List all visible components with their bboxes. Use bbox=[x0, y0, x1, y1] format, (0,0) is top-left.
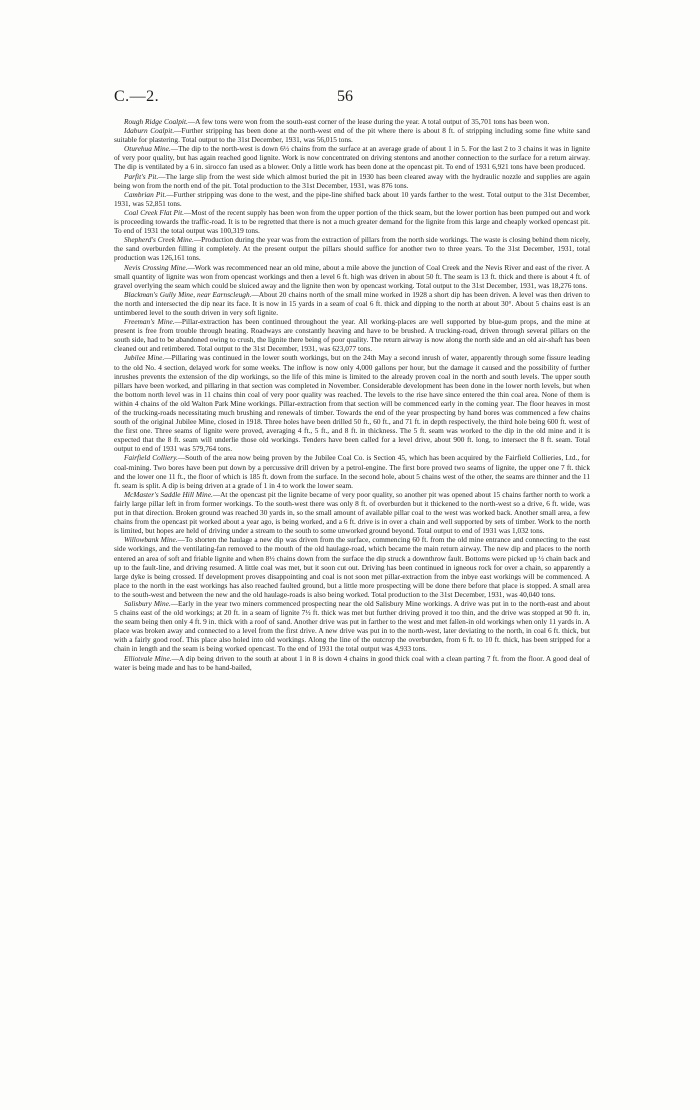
paragraph-text: —A few tons were won from the south-east corner of the lease during the year. A total output of 35,701 tons has been won. bbox=[187, 117, 550, 126]
page-number: 56 bbox=[337, 88, 353, 105]
paragraph-jubilee bbox=[114, 353, 590, 453]
mine-title: Jubilee Mine. bbox=[124, 353, 165, 363]
paragraph-cambrian bbox=[114, 190, 590, 208]
mine-title: Rough Ridge Coalpit. bbox=[124, 117, 188, 126]
paragraph-elliotvale bbox=[114, 654, 590, 672]
paragraph-shepherds-creek bbox=[114, 235, 590, 262]
paragraph-text: —The dip to the north-west is down 6½ chains from the surface at an average grade of about 1 in 5. For the last 2 to 3 chains it was in lignite of very poor quality, but has again reached good lignite. Work is now concentrated on driving stentons and another connection to the surface for a return airway. The dip is ventilated by a 6 in. sirocco fan used as a blower. Only a little work has been done at the opencast pit. To end of 1931 6,921 tons have been produced. bbox=[114, 144, 590, 172]
report-body bbox=[114, 117, 590, 672]
mine-title: Idaburn Coalpit. bbox=[124, 126, 175, 136]
paragraph-text: —Early in the year two miners commenced prospecting near the old Salisbury Mine workings. A drive was put in to the north-east and about 5 chains east of the old workings; at 20 ft. in a seam of lignite 7½ ft. thick was met but further driving proved it too thin, and the drive was stopped at 90 ft. in, the seam being then only 4 ft. 9 in. thick with a roof of sand. Another drive was put in farther to the west and met fallen-in old workings when only 11 yards in. A place was broken away and connected to a level from the first drive. A new drive was put in to the north-west, later deviating to the north, in coal 6 ft. thick, but with a fairly good roof. This place also holed into old workings. Along the line of the outcrop the overburden, from 6 ft. to 10 ft. thick, has been stripped for a chain in length and the seam is being worked opencast. To the end of 1931 the total output was 4,933 tons. bbox=[114, 598, 590, 654]
paragraph-blackmans-gully bbox=[114, 290, 590, 317]
mine-title: Coal Creek Flat Pit. bbox=[124, 207, 184, 217]
paragraph-text: —A dip being driven to the south at about 1 in 8 is down 4 chains in good thick coal with a clean parting 7 ft. from the floor. A good deal of water is being made and has to be hand-bailed, bbox=[114, 653, 590, 672]
paragraph-oturehua bbox=[114, 144, 590, 171]
paragraph-text: —Further stripping has been done at the north-west end of the pit where there is about 8 ft. of stripping including some fine white sand suitable for plastering. Total output to the 31st December, 1931, was 56,015 tons. bbox=[114, 126, 590, 145]
paragraph-parfits bbox=[114, 172, 590, 190]
paragraph-text: —About 20 chains north of the small mine worked in 1928 a short dip has been driven. A level was then driven to the north and intersected the dip near its face. It is now in 15 yards in a seam of coal 6 ft. thick and dipping to the north at about 30°. About 5 chains east is an untimbered level to the south driven in very soft lignite. bbox=[114, 289, 590, 317]
paragraph-mcmasters bbox=[114, 490, 590, 535]
paragraph-text: —Pillaring was continued in the lower south workings, but on the 24th May a second inrush of water, apparently through some fissure leading to the old No. 4 section, delayed work for some weeks. The inflow is now only 4,000 gallons per hour, but the damage it caused and the possibility of further inrushes prevents the extension of the dip workings, so the life of this mine is limited to the already proven coal in the north and south levels. The upper south pillars have been worked, and pillaring in that section was completed in November. Considerable development has been done in the lower north levels, but when the bottom north level was in 11 chains thin coal of very poor quality was reached. The levels to the rise have since entered the thin coal area. None of them is within 4 chains of the old Walton Park Mine workings. Pillar-extraction from that section will be commenced early in the coming year. The floor heaves in most of the trucking-roads necessitating much brushing and renewals of timber. Towards the end of the year prospecting by hand bores was commenced a few chains south of the original Jubilee Mine, closed in 1918. Three holes have been drilled 50 ft., 60 ft., and 71 ft. in depth respectively, the third hole being 600 ft. west of the first one. Three seams of lignite were proved, averaging 4 ft., 5 ft., and 8 ft. in thickness. The 5 ft. seam was worked to the dip in the old mine and it is expected that the 8 ft. seam will underlie those old workings. Tenders have been called for a level drive, about 900 ft. long, to intersect the 8 ft. seam. Total output to end of 1931 was 579,764 tons. bbox=[114, 353, 591, 454]
paragraph-text: —Further stripping was done to the west, and the pipe-line shifted back about 10 yards farther to the west. Total output to the 31st December, 1931, was 52,851 tons. bbox=[114, 189, 590, 208]
document-reference: C.—2. bbox=[114, 88, 160, 105]
paragraph-text: —Most of the recent supply has been won from the upper portion of the thick seam, but the lower portion has been pumped out and work is proceeding towards the traffic-road. It is to be regretted that there is not a much greater demand for the lignite from this large and cheaply worked opencast pit. To end of 1931 the total output was 100,319 tons. bbox=[114, 207, 591, 236]
mine-title: McMaster's Saddle Hill Mine. bbox=[124, 489, 213, 499]
mine-title: Willowbank Mine. bbox=[124, 535, 178, 545]
mine-title: Elliotvale Mine. bbox=[124, 653, 172, 663]
paragraph-text: —At the opencast pit the lignite became of very poor quality, so another pit was opened about 15 chains farther north to work a fairly large pillar left in from former workings. To the south-west there was only 8 ft. of overburden but it thickened to the north-west so a drive, 6 ft. wide, was put in that direction. Broken ground was reached 30 yards in, so the small amount of available pillar coal to the west was worked back. Another small area, a few chains from the opencast pit worked about a year ago, is being worked, and a 6 ft. drive is in over a chain and well supported by sets of timber. Work to the north is limited, but hopes are held of driving under a stream to the south to some unworked ground beyond. Total output to end of 1931 was 1,032 tons. bbox=[114, 489, 590, 536]
mine-title: Blackman's Gully Mine, near Earnscleugh. bbox=[124, 289, 252, 299]
mine-title: Shepherd's Creek Mine. bbox=[124, 235, 194, 245]
mine-title: Salisbury Mine. bbox=[124, 598, 171, 608]
paragraph-text: —Pillar-extraction has been continued throughout the year. All working-places are well supported by blue-gum props, and the mine at present is free from trouble through heating. Roadways are constantly heaving and have to be brushed. A trucking-road, driven through several pillars on the south side, had to be abandoned owing to crush, the lignite there being of poor quality. The return airway is now along the north side and an old air-shaft has been cleaned out and retimbered. Total output to the 31st December, 1931, was 623,077 tons. bbox=[114, 317, 590, 354]
page-header bbox=[114, 88, 582, 108]
paragraph-willowbank bbox=[114, 535, 590, 599]
mine-title: Fairfield Colliery. bbox=[124, 453, 178, 463]
paragraph-coal-creek-flat bbox=[114, 208, 590, 235]
paragraph-rough-ridge bbox=[114, 117, 590, 126]
mine-title: Cambrian Pit. bbox=[124, 189, 167, 199]
paragraph-nevis-crossing bbox=[114, 263, 590, 290]
paragraph-salisbury bbox=[114, 599, 590, 654]
paragraph-text: —Production during the year was from the extraction of pillars from the north side workings. The waste is closing behind them nicely, the sand overburden filling it completely. At the present output the pillars should suffice for another two to three years. To the 31st December, 1931, total production was 126,161 tons. bbox=[114, 235, 590, 263]
paragraph-text: —The large slip from the west side which almost buried the pit in 1930 has been cleared away with the hydraulic nozzle and supplies are again being won from the north end of the pit. Total production to the 31st December, 1931, was 876 tons. bbox=[114, 171, 590, 190]
paragraph-text: —Work was recommenced near an old mine, about a mile above the junction of Coal Creek and the Nevis River and east of the river. A small quantity of lignite was won from opencast workings and then a level 6 ft. high was driven in about 50 ft. The seam is 13 ft. thick and there is about 4 ft. of gravel overlying the seam which could be sluiced away and the lignite then won by opencast working. Total output to the 31st December, 1931, was 18,276 tons. bbox=[114, 262, 590, 290]
mine-title: Nevis Crossing Mine. bbox=[124, 262, 188, 272]
paragraph-fairfield bbox=[114, 453, 590, 489]
paragraph-idaburn bbox=[114, 126, 590, 144]
paragraph-freemans bbox=[114, 317, 590, 353]
mine-title: Oturehua Mine. bbox=[124, 144, 171, 154]
paragraph-text: —To shorten the haulage a new dip was driven from the surface, commencing 60 ft. from the old mine entrance and connecting to the east side workings, and the ventilating-fan removed to the mouth of the old haulage-road, which became the main return airway. The new dip and places to the north entered an area of soft and friable lignite and when 8½ chains down from the surface the dip struck a downthrow fault. Bottoms were picked up ½ chain back and up to the fault-line, and driving resumed. A little coal was met, but it soon cut out. Driving has been continued in igneous rock for over a chain, so apparently a large dyke is being crossed. If development proves disappointing and coal is not soon met pillar-extraction from the inbye east workings will be commenced. A place to the north in the east workings has also reached faulted ground, but a little more prospecting will be done there before that place is stopped. A small area to the south-west and between the new and the old haulage-roads is also being worked. Total production to the 31st December, 1931, was 40,040 tons. bbox=[114, 535, 591, 599]
paragraph-text: —South of the area now being proven by the Jubilee Coal Co. is Section 45, which has been acquired by the Fairfield Collieries, Ltd., for coal-mining. Two bores have been put down by a percussive drill driven by a petrol-engine. The first bore proved two seams of lignite, the upper one 7 ft. thick and the lower one 11 ft., the floor of which is 185 ft. down from the surface. In the second hole, about 5 chains west of the other, the seams are thinner and the 11 ft. seam is split. A dip is being driven at a grade of 1 in 4 to work the lower seam. bbox=[114, 453, 591, 490]
mine-title: Parfit's Pit. bbox=[124, 171, 159, 181]
mine-title: Freeman's Mine. bbox=[124, 317, 175, 327]
